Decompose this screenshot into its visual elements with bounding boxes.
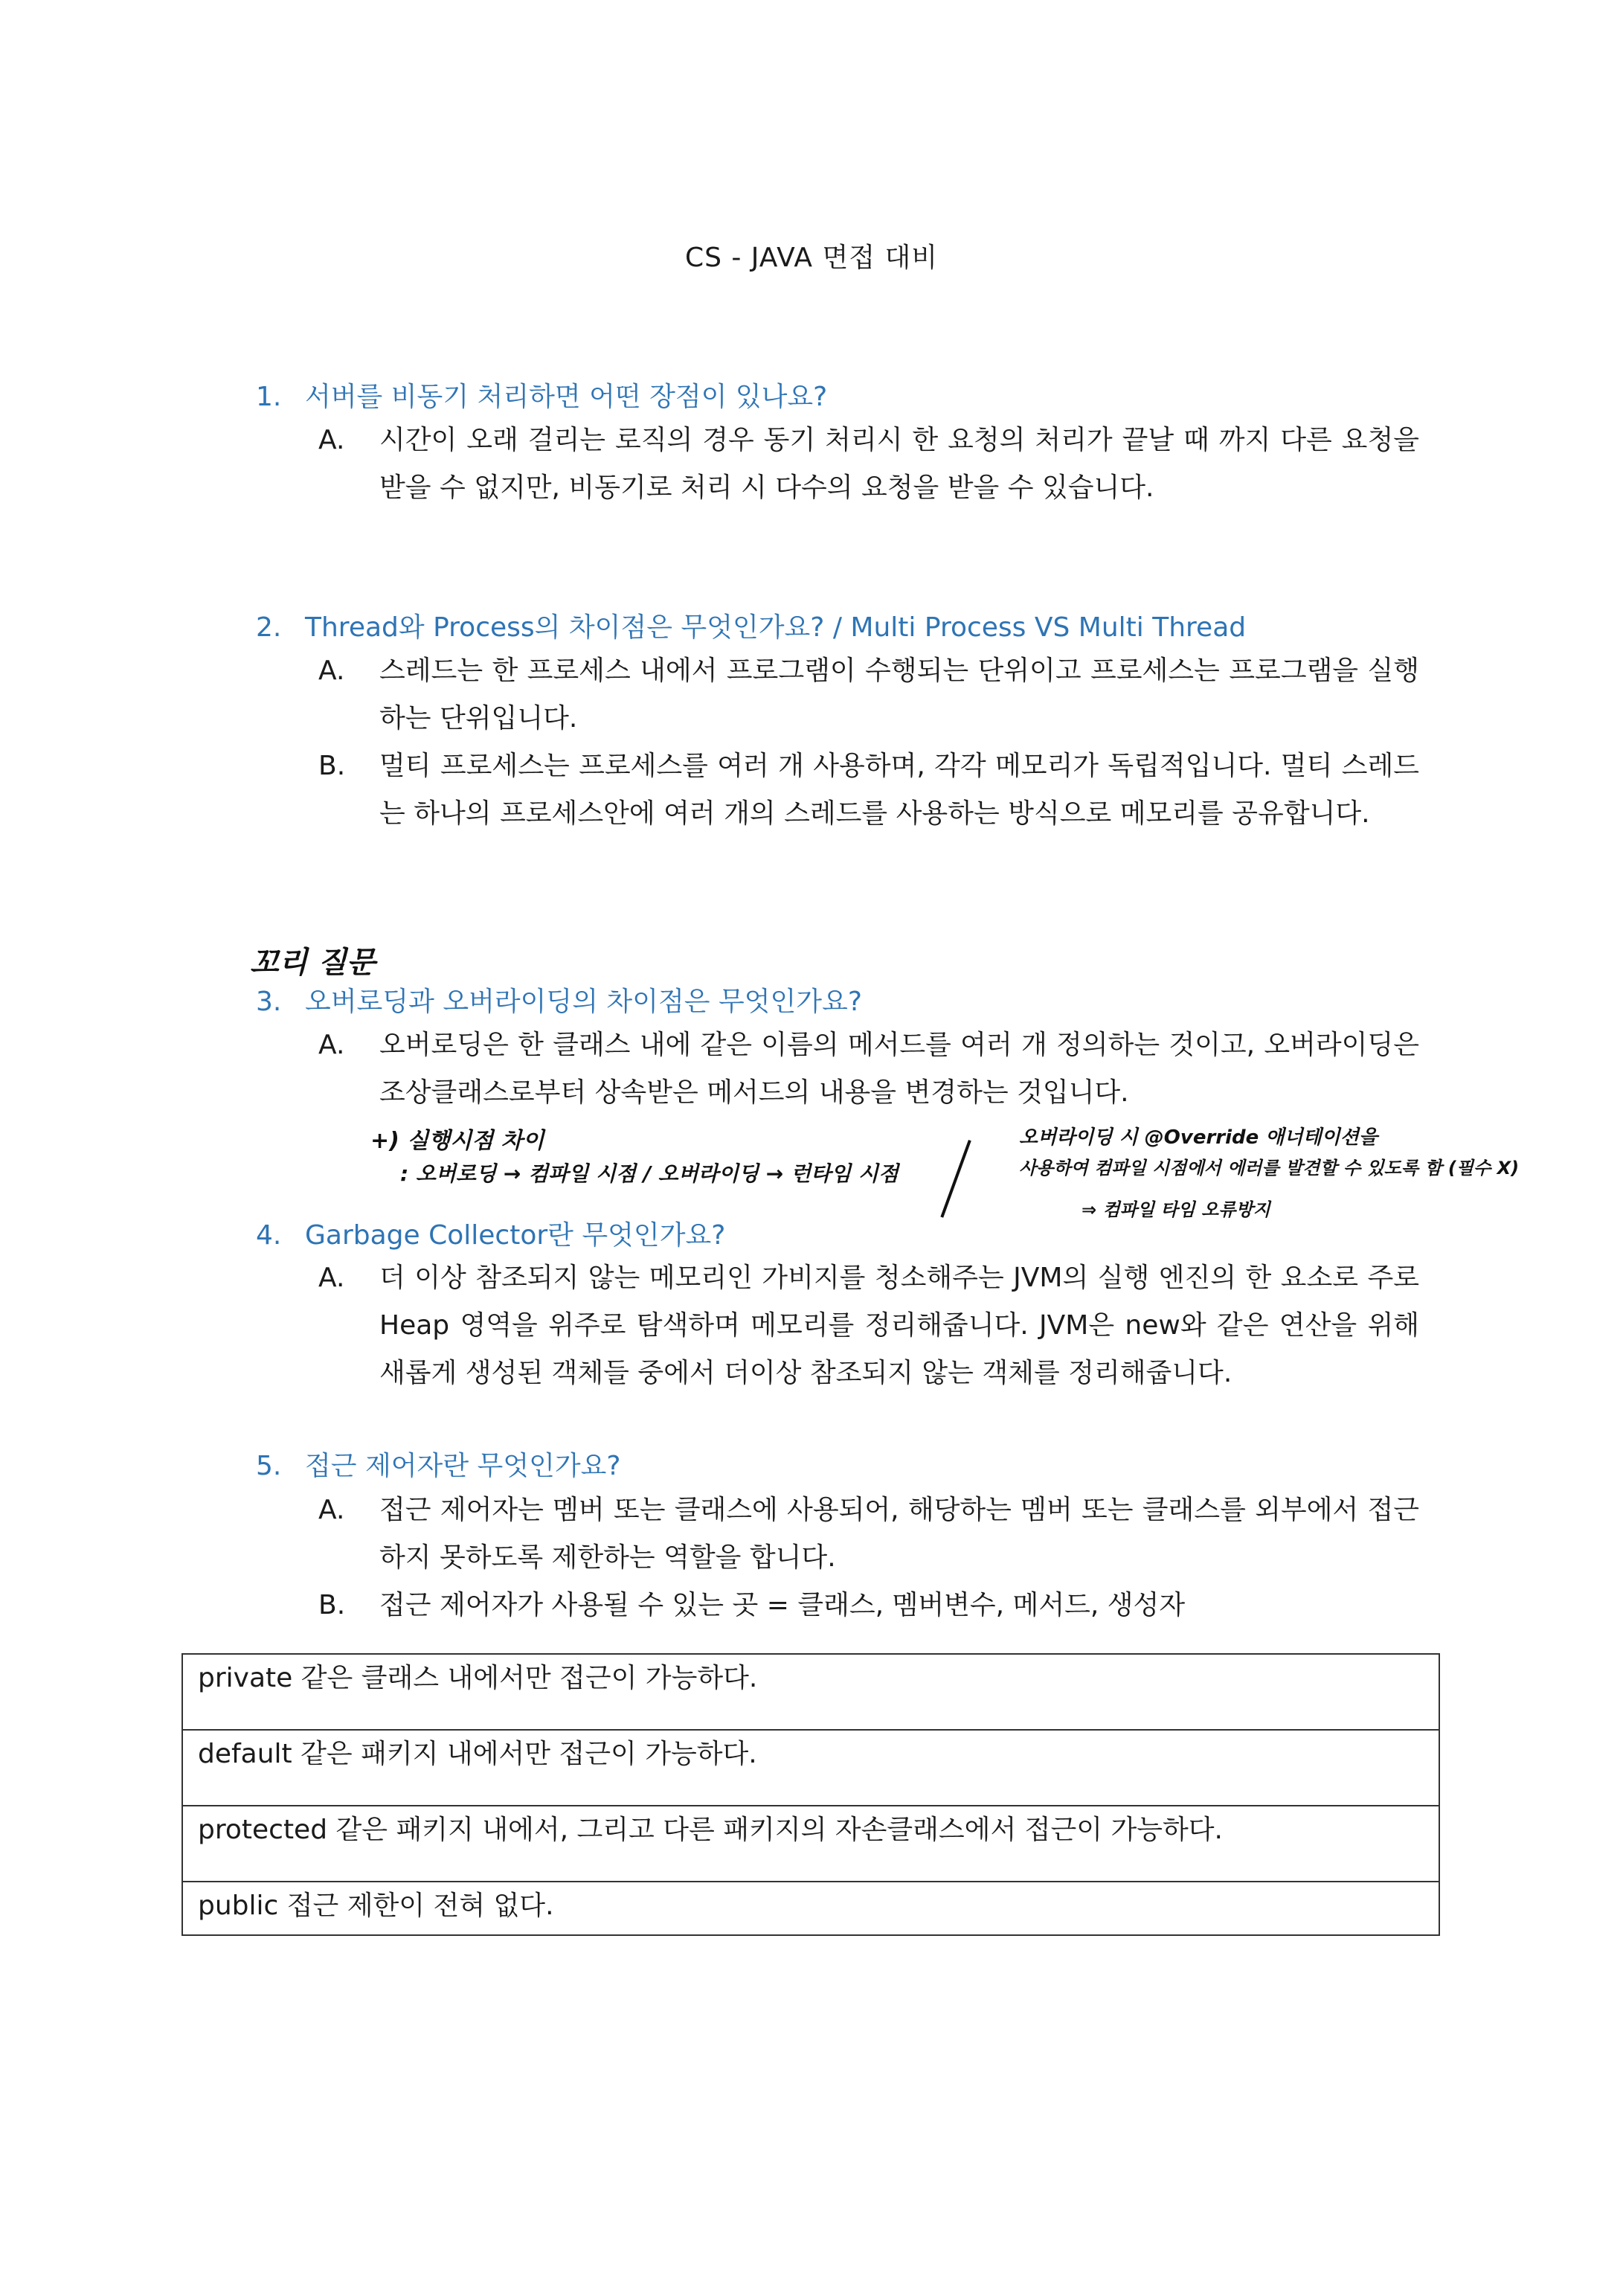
handwritten-note-4: 사용하여 컴파일 시점에서 에러를 발견할 수 있도록 함 (필수 X) (1019, 1158, 1520, 1179)
answer-letter: A. (318, 655, 345, 686)
answer-letter: A. (318, 1263, 345, 1293)
handwritten-note-3: 오버라이딩 시 @Override 애너테이션을 (1019, 1126, 1378, 1149)
handwritten-note-2: : 오버로딩 → 컴파일 시점 / 오버라이딩 → 런타임 시점 (400, 1161, 899, 1186)
answer-text: 접근 제어자는 멤버 또는 클래스에 사용되어, 해당하는 멤버 또는 클래스를 외부에서 접근하지 못하도록 제한하는 역할을 합니다. (379, 1495, 1419, 1573)
table-cell: public 접근 제한이 전혀 없다. (182, 1882, 1439, 1935)
answer-text: 더 이상 참조되지 않는 메모리인 가비지를 청소해주는 JVM의 실행 엔진의 한 요소로 주로 Heap 영역을 위주로 탐색하며 메모리를 정리해줍니다. JVM은 new와 같은 연산을 위해 새롭게 생성된 객체들 중에서 더이상 참조되지 않는 객체를 정리해줍니다. (379, 1263, 1419, 1388)
question-1 (256, 376, 827, 414)
question-number: 4. (256, 1220, 282, 1251)
question-text: Garbage Collector란 무엇인가요? (305, 1220, 726, 1251)
table-row (182, 1882, 1439, 1935)
answer-1a (318, 417, 1419, 512)
answer-3a (318, 1022, 1419, 1117)
answer-text: 스레드는 한 프로세스 내에서 프로그램이 수행되는 단위이고 프로세스는 프로그램을 실행하는 단위입니다. (379, 655, 1419, 734)
answer-text: 멀티 프로세스는 프로세스를 여러 개 사용하며, 각각 메모리가 독립적입니다. 멀티 스레드는 하나의 프로세스안에 여러 개의 스레드를 사용하는 방식으로 메모리를 공유합니다. (379, 751, 1419, 829)
question-4 (256, 1214, 725, 1252)
table-cell: default 같은 패키지 내에서만 접근이 가능하다. (182, 1730, 1439, 1806)
question-number: 1. (256, 382, 282, 412)
answer-letter: B. (318, 1590, 346, 1620)
answer-letter: B. (318, 751, 346, 781)
table-cell: private 같은 클래스 내에서만 접근이 가능하다. (182, 1654, 1439, 1730)
question-number: 3. (256, 987, 282, 1017)
answer-5b (318, 1582, 1419, 1629)
answer-2a (318, 647, 1419, 743)
table-cell: protected 같은 패키지 내에서, 그리고 다른 패키지의 자손클래스에서 접근이 가능하다. (182, 1806, 1439, 1882)
table-row (182, 1730, 1439, 1806)
question-text: 접근 제어자란 무엇인가요? (305, 1451, 621, 1481)
answer-letter: A. (318, 1030, 345, 1060)
document-title: CS - JAVA 면접 대비 (684, 243, 939, 273)
answer-letter: A. (318, 425, 345, 455)
question-5 (256, 1445, 621, 1483)
question-number: 2. (256, 612, 282, 643)
answer-text: 접근 제어자가 사용될 수 있는 곳 = 클래스, 멤버변수, 메서드, 생성자 (379, 1590, 1186, 1620)
answer-letter: A. (318, 1495, 345, 1525)
answer-2b (318, 743, 1419, 838)
handwritten-note-5: ⇒ 컴파일 타임 오류방지 (1082, 1199, 1270, 1220)
handwritten-divider (940, 1140, 971, 1218)
handwritten-note-1: +) 실행시점 차이 (370, 1128, 544, 1154)
question-number: 5. (256, 1451, 282, 1481)
table-row (182, 1806, 1439, 1882)
question-2 (256, 606, 1246, 644)
question-text: Thread와 Process의 차이점은 무엇인가요? / Multi Process VS Multi Thread (305, 612, 1247, 643)
answer-4a (318, 1254, 1419, 1397)
question-text: 오버로딩과 오버라이딩의 차이점은 무엇인가요? (305, 987, 862, 1017)
question-3 (256, 981, 862, 1019)
answer-5a (318, 1487, 1419, 1582)
answer-text: 오버로딩은 한 클래스 내에 같은 이름의 메서드를 여러 개 정의하는 것이고, 오버라이딩은 조상클래스로부터 상속받은 메서드의 내용을 변경하는 것입니다. (379, 1030, 1419, 1108)
access-modifier-table (181, 1653, 1440, 1936)
handwritten-heading: 꼬리 질문 (250, 946, 376, 980)
table-row (182, 1654, 1439, 1730)
question-text: 서버를 비동기 처리하면 어떤 장점이 있나요? (305, 382, 828, 412)
answer-text: 시간이 오래 걸리는 로직의 경우 동기 처리시 한 요청의 처리가 끝날 때 까지 다른 요청을 받을 수 없지만, 비동기로 처리 시 다수의 요청을 받을 수 있습니다. (379, 425, 1419, 503)
